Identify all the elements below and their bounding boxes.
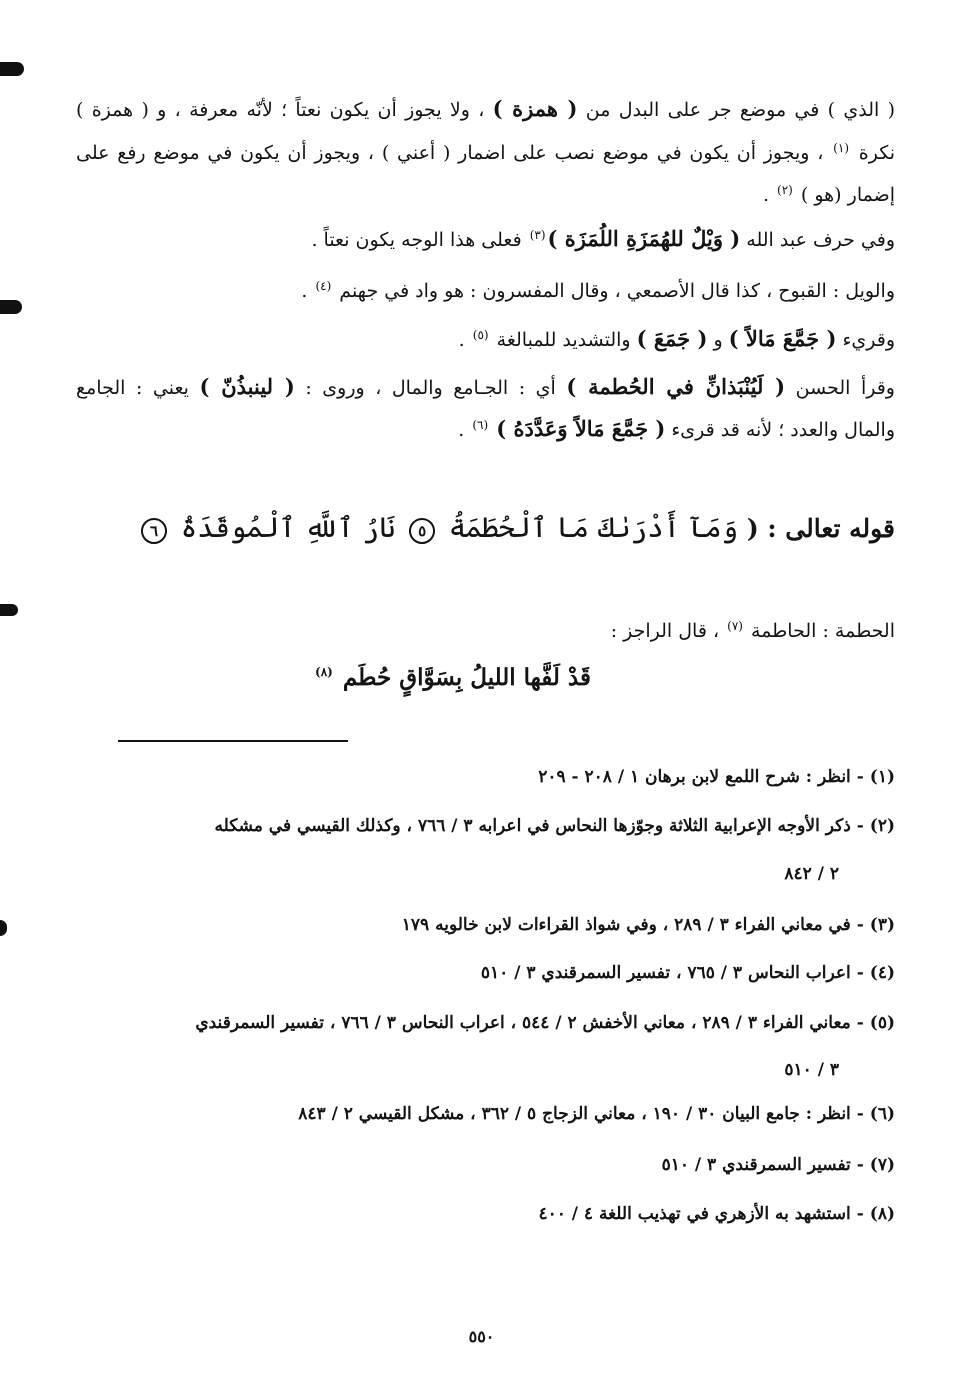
text-run: إضمار (هو ) [794, 184, 895, 206]
body-line [458, 414, 895, 445]
verse-part-1: وَمَآ أَدْرَىٰكَ مَا ٱلْحُطَمَةُ [448, 511, 739, 544]
footnote-text: ٣ / ٥١٠ [784, 1060, 839, 1080]
footnote-number: (٨) - [856, 1204, 895, 1224]
footnote-marker: (٤) [315, 278, 332, 293]
poem-text: قَدْ لَفَّها الليلُ بِسَوَّاقٍ حُطَم [342, 664, 591, 691]
text-run: ، قال الراجز : [610, 620, 726, 642]
footnote-marker: (٥) [472, 327, 489, 342]
footnote-text: ذكر الأوجه الإعرابية الثلاثة وجوّزها النحاس في اعرابه ٣ / ٧٦٦ ، وكذلك القيسي في مشكله [214, 816, 851, 836]
footnote-number: (٦) - [856, 1104, 895, 1124]
text-run: والتشديد للمبالغة [490, 329, 637, 351]
footnote-marker: (١) [833, 140, 849, 155]
footnote-number: (١) - [856, 767, 895, 787]
body-line [76, 138, 895, 168]
scan-mark [0, 920, 7, 936]
footnote-marker: (٦) [472, 417, 489, 432]
text-run: والمال والعدد ؛ لأنه قد قرىء [665, 419, 895, 441]
footnote-marker: (٨) [315, 665, 333, 680]
text-run: فعلى هذا الوجه يكون نعتاً . [311, 229, 528, 251]
scan-mark [0, 62, 24, 76]
footnote-line [784, 1056, 839, 1084]
footnote-marker: (٢) [777, 182, 793, 197]
footnote-text: تفسير السمرقندي ٣ / ٥١٠ [661, 1155, 851, 1175]
footnote-line [662, 1151, 895, 1179]
text-run: والويل : القبوح ، كذا قال الأصمعي ، وقال المفسرون : هو واد في جهنم [333, 280, 895, 302]
text-run: يعني : الجامع [76, 377, 200, 399]
quran-citation: ( جَمَعَ ) [636, 326, 708, 351]
footnote-marker: (٣) [529, 227, 546, 242]
text-run: ، ولا يجوز أن يكون نعتاً ؛ لأنّه معرفة ، و ( همزة ) [76, 99, 493, 121]
text-run: وفي حرف عبد الله [740, 229, 895, 251]
scan-mark [0, 604, 18, 616]
verse-part-2: نَارُ ٱللَّهِ ٱلْمُوقَدَةُ [180, 511, 396, 544]
footnote-text: استشهد به الأزهري في تهذيب اللغة ٤ / ٤٠٠ [538, 1204, 851, 1224]
text-run: . [301, 280, 314, 302]
body-line [311, 224, 895, 255]
footnote-marker: (٧) [727, 618, 743, 633]
footnote-text: اعراب النحاس ٣ / ٧٦٥ ، تفسير السمرقندي ٣ / ٥١٠ [480, 963, 851, 983]
text-run: . [458, 329, 471, 351]
ayah-number-icon: ٥ [409, 518, 435, 544]
quran-citation: ( همزة ) [492, 96, 578, 121]
footnote-text: ٢ / ٨٤٢ [784, 864, 839, 884]
footnote-text: في معاني الفراء ٣ / ٢٨٩ ، وفي شواذ القراءات لابن خالويه ١٧٩ [401, 915, 851, 935]
body-line [76, 372, 895, 403]
footnote-line [538, 763, 895, 791]
footnote-line [214, 812, 895, 840]
body-line [763, 180, 895, 210]
verse-heading [136, 506, 895, 551]
footnote-line [481, 959, 895, 987]
text-run: الحطمة : الحاطمة [744, 620, 895, 642]
quran-citation: ( جَمَّعَ مَالاً ) [728, 326, 837, 351]
definition-line [611, 616, 895, 646]
text-run: ، ويجوز أن يكون في موضع نصب على اضمار ( أعني ) ، ويجوز أن يكون في موضع رفع على [76, 142, 832, 164]
quran-citation: ( وَيْلٌ للهُمَزَةِ اللُمَزَة ) [547, 226, 741, 251]
text-run: نكرة [851, 142, 895, 164]
footnote-number: (٤) - [856, 963, 895, 983]
poem-verse [313, 660, 591, 696]
text-run: أي : الجـامع والمال ، وروى : [294, 377, 567, 399]
text-run: ( الذي ) في موضع جر على البدل من [577, 99, 895, 121]
quran-citation: ( جَمَّعَ مَالاً وَعَدَّدَهُ ) [496, 416, 666, 441]
footnote-line [298, 1100, 895, 1128]
text-run: وقريء [836, 329, 895, 351]
body-line [301, 276, 895, 306]
heading-prefix: قوله تعالى : ( [746, 514, 895, 543]
page-number: ٥٥٠ [468, 1327, 495, 1346]
footnote-number: (٢) - [856, 816, 895, 836]
footnote-number: (٧) - [856, 1155, 895, 1175]
footnote-number: (٣) - [856, 915, 895, 935]
footnote-line [195, 1009, 895, 1037]
footnote-text: معاني الفراء ٣ / ٢٨٩ ، معاني الأخفش ٢ / ٥٤٤ ، اعراب النحاس ٣ / ٧٦٦ ، تفسير السمرقندي [195, 1013, 851, 1033]
text-run: وقرأ الحسن [785, 377, 895, 399]
quran-citation: ( لينبذُنّ ) [199, 374, 295, 399]
footnote-line [538, 1200, 895, 1228]
text-run: . [458, 419, 471, 441]
footnote-text: انظر : جامع البيان ٣٠ / ١٩٠ ، معاني الزجاج ٥ / ٣٦٢ ، مشكل القيسي ٢ / ٨٤٣ [298, 1104, 851, 1124]
text-run: و [707, 329, 729, 351]
text-run: . [762, 184, 776, 206]
footnote-number: (٥) - [856, 1013, 895, 1033]
footnote-separator [118, 740, 348, 742]
footnote-text: انظر : شرح اللمع لابن برهان ١ / ٢٠٨ - ٢٠٩ [538, 767, 851, 787]
quran-citation: ( لَيُنْبَذانِّ في الحُطمة ) [566, 374, 786, 399]
body-line [76, 94, 895, 125]
scan-mark [0, 300, 22, 314]
body-line [459, 324, 895, 355]
footnote-line [784, 860, 839, 888]
ayah-number-icon: ٦ [141, 518, 167, 544]
footnote-line [402, 911, 895, 939]
